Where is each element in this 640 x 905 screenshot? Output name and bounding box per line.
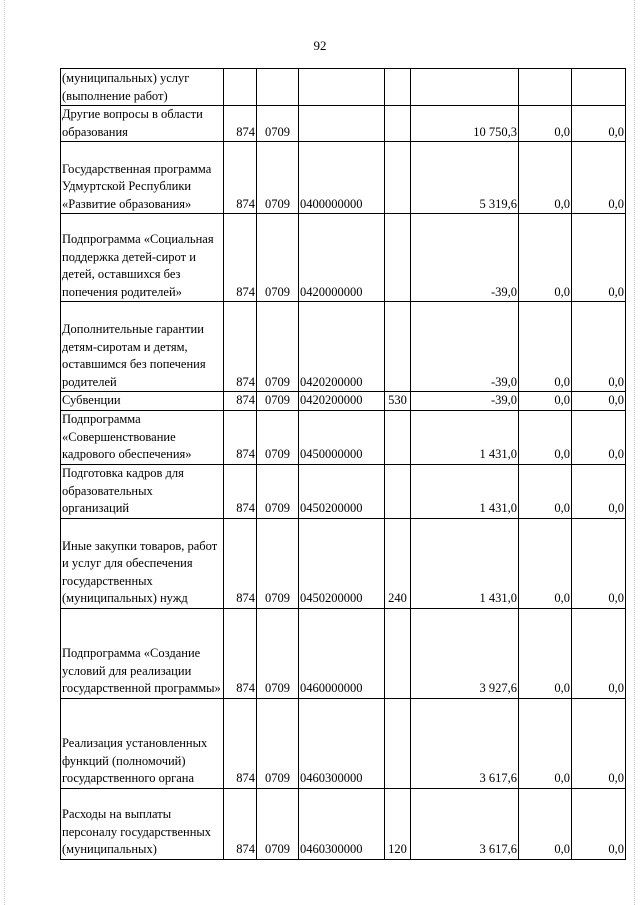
- cell-vr: [385, 302, 411, 392]
- cell-sum-2: 0,0: [519, 142, 572, 214]
- table-row: [61, 69, 626, 106]
- cell-rz: 0709: [257, 698, 299, 788]
- cell-vr: 120: [385, 788, 411, 859]
- cell-name: Другие вопросы в области образования: [61, 106, 224, 142]
- cell-ved: 874: [224, 608, 257, 698]
- table-row: [61, 410, 626, 464]
- cell-vr: [385, 410, 411, 464]
- cell-sum-2: [519, 69, 572, 106]
- cell-csr: 0420000000: [299, 214, 385, 302]
- cell-sum-3: 0,0: [572, 106, 626, 142]
- table-row: [61, 142, 626, 214]
- cell-csr: 0420200000: [299, 302, 385, 392]
- table-row: [61, 214, 626, 302]
- table-row: [61, 392, 626, 411]
- cell-name: Расходы на выплаты персоналу государственных (муниципальных): [61, 788, 224, 859]
- cell-csr: [299, 69, 385, 106]
- cell-sum-1: 10 750,3: [411, 106, 519, 142]
- cell-rz: 0709: [257, 518, 299, 608]
- cell-ved: 874: [224, 518, 257, 608]
- cell-sum-1: 1 431,0: [411, 518, 519, 608]
- page-number: 92: [313, 38, 327, 53]
- cell-sum-1: 3 617,6: [411, 698, 519, 788]
- cell-csr: 0460000000: [299, 608, 385, 698]
- cell-name: Субвенции: [61, 392, 224, 411]
- cell-ved: 874: [224, 392, 257, 411]
- cell-vr: [385, 106, 411, 142]
- table-row: [61, 608, 626, 698]
- cell-name: Дополнительные гарантии детям-сиротам и детям, оставшимся без попечения родителей: [61, 302, 224, 392]
- cell-csr: 0400000000: [299, 142, 385, 214]
- cell-ved: 874: [224, 464, 257, 518]
- cell-sum-1: 5 319,6: [411, 142, 519, 214]
- scan-edge-right: [634, 0, 636, 905]
- cell-ved: 874: [224, 214, 257, 302]
- cell-vr: [385, 214, 411, 302]
- cell-vr: [385, 698, 411, 788]
- cell-sum-1: [411, 69, 519, 106]
- cell-csr: 0450000000: [299, 410, 385, 464]
- cell-vr: [385, 142, 411, 214]
- cell-sum-1: -39,0: [411, 214, 519, 302]
- cell-sum-1: 3 617,6: [411, 788, 519, 859]
- cell-sum-2: 0,0: [519, 214, 572, 302]
- cell-sum-3: 0,0: [572, 608, 626, 698]
- cell-sum-1: 1 431,0: [411, 464, 519, 518]
- cell-csr: [299, 106, 385, 142]
- cell-name: Подпрограмма «Совершенствование кадрового обеспечения»: [61, 410, 224, 464]
- cell-ved: 874: [224, 698, 257, 788]
- cell-ved: [224, 69, 257, 106]
- cell-rz: 0709: [257, 392, 299, 411]
- cell-rz: 0709: [257, 410, 299, 464]
- cell-sum-3: 0,0: [572, 392, 626, 411]
- cell-csr: 0460300000: [299, 698, 385, 788]
- cell-sum-3: 0,0: [572, 302, 626, 392]
- cell-sum-3: 0,0: [572, 142, 626, 214]
- cell-rz: 0709: [257, 214, 299, 302]
- cell-name: Иные закупки товаров, работ и услуг для обеспечения государственных (муниципальных) нужд: [61, 518, 224, 608]
- cell-sum-3: 0,0: [572, 788, 626, 859]
- cell-sum-1: -39,0: [411, 392, 519, 411]
- table-row: [61, 464, 626, 518]
- cell-name: Государственная программа Удмуртской Республики «Развитие образования»: [61, 142, 224, 214]
- cell-sum-2: 0,0: [519, 410, 572, 464]
- cell-ved: 874: [224, 302, 257, 392]
- cell-ved: 874: [224, 142, 257, 214]
- cell-name: Подпрограмма «Создание условий для реализации государственной программы»: [61, 608, 224, 698]
- cell-sum-2: 0,0: [519, 518, 572, 608]
- cell-vr: [385, 464, 411, 518]
- cell-sum-2: 0,0: [519, 392, 572, 411]
- cell-csr: 0460300000: [299, 788, 385, 859]
- table-row: [61, 698, 626, 788]
- cell-name: Подпрограмма «Социальная поддержка детей-сирот и детей, оставшихся без попечения родителей»: [61, 214, 224, 302]
- cell-sum-2: 0,0: [519, 464, 572, 518]
- cell-sum-1: 1 431,0: [411, 410, 519, 464]
- cell-ved: 874: [224, 788, 257, 859]
- cell-rz: [257, 69, 299, 106]
- cell-sum-3: 0,0: [572, 410, 626, 464]
- cell-sum-2: 0,0: [519, 302, 572, 392]
- cell-rz: 0709: [257, 464, 299, 518]
- cell-sum-3: 0,0: [572, 464, 626, 518]
- table-row: [61, 788, 626, 859]
- cell-csr: 0450200000: [299, 518, 385, 608]
- cell-vr: 530: [385, 392, 411, 411]
- cell-rz: 0709: [257, 788, 299, 859]
- cell-sum-1: -39,0: [411, 302, 519, 392]
- cell-name: Подготовка кадров для образовательных организаций: [61, 464, 224, 518]
- budget-table-body: [61, 69, 626, 860]
- cell-sum-2: 0,0: [519, 698, 572, 788]
- cell-sum-2: 0,0: [519, 608, 572, 698]
- cell-sum-2: 0,0: [519, 788, 572, 859]
- scan-edge-left: [4, 0, 6, 905]
- cell-csr: 0450200000: [299, 464, 385, 518]
- budget-table: [60, 68, 626, 860]
- cell-sum-3: 0,0: [572, 698, 626, 788]
- cell-sum-2: 0,0: [519, 106, 572, 142]
- table-row: [61, 518, 626, 608]
- cell-rz: 0709: [257, 106, 299, 142]
- cell-rz: 0709: [257, 302, 299, 392]
- cell-name: (муниципальных) услуг (выполнение работ): [61, 69, 224, 106]
- cell-name: Реализация установленных функций (полномочий) государственного органа: [61, 698, 224, 788]
- cell-sum-1: 3 927,6: [411, 608, 519, 698]
- table-row: [61, 302, 626, 392]
- cell-ved: 874: [224, 410, 257, 464]
- cell-rz: 0709: [257, 608, 299, 698]
- cell-vr: [385, 69, 411, 106]
- table-row: [61, 106, 626, 142]
- cell-sum-3: 0,0: [572, 214, 626, 302]
- cell-ved: 874: [224, 106, 257, 142]
- cell-vr: 240: [385, 518, 411, 608]
- cell-sum-3: [572, 69, 626, 106]
- cell-rz: 0709: [257, 142, 299, 214]
- cell-vr: [385, 608, 411, 698]
- cell-sum-3: 0,0: [572, 518, 626, 608]
- cell-csr: 0420200000: [299, 392, 385, 411]
